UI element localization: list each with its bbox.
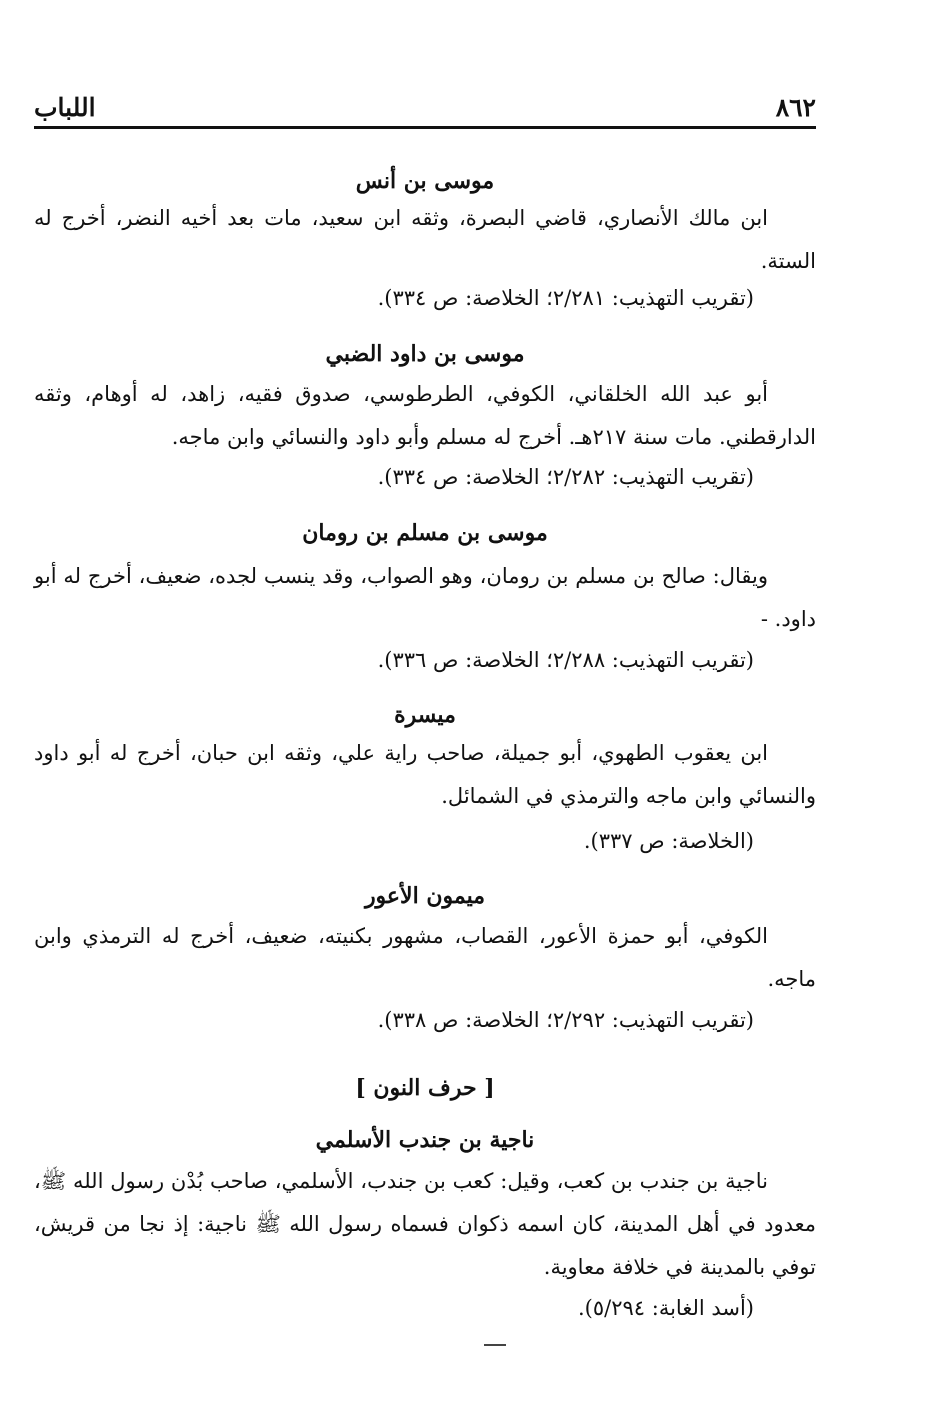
entry-text: أبو عبد الله الخلقاني، الكوفي، الطرطوسي، صدوق فقيه، زاهد، له أوهام، وثقه الدارقطني. مات سنة ٢١٧هـ. أخرج له مسلم وأبو داود والنسائي وابن ماجه. bbox=[34, 382, 816, 449]
section-heading: [ حرف النون ] bbox=[355, 1075, 495, 1101]
page-bottom-mark bbox=[484, 1344, 506, 1346]
entry-text: ابن مالك الأنصاري، قاضي البصرة، وثقه ابن سعيد، مات بعد أخيه النضر، أخرج له الستة. bbox=[34, 206, 816, 273]
entry-reference: (أسد الغابة: ٥/٢٩٤). bbox=[577, 1296, 754, 1320]
entry-reference: (تقريب التهذيب: ٢/٢٨٨؛ الخلاصة: ص ٣٣٦). bbox=[377, 648, 754, 672]
header-rule bbox=[34, 126, 816, 129]
entry-title: موسى بن أنس bbox=[355, 168, 495, 194]
entry-title: موسى بن داود الضبي bbox=[325, 341, 525, 367]
entry-text: الكوفي، أبو حمزة الأعور، القصاب، مشهور بكنيته، ضعيف، أخرج له الترمذي وابن ماجه. bbox=[34, 924, 816, 991]
page-number: ٨٦٢ bbox=[775, 93, 816, 122]
page-header bbox=[34, 86, 816, 122]
entry-reference: (تقريب التهذيب: ٢/٢٨١؛ الخلاصة: ص ٣٣٤). bbox=[377, 286, 754, 310]
entry-title: ناجية بن جندب الأسلمي bbox=[315, 1127, 535, 1153]
book-title: اللباب bbox=[34, 93, 96, 122]
entry-reference: (تقريب التهذيب: ٢/٢٩٢؛ الخلاصة: ص ٣٣٨). bbox=[377, 1008, 754, 1032]
entry-text: ابن يعقوب الطهوي، أبو جميلة، صاحب راية علي، وثقه ابن حبان، أخرج له أبو داود والنسائي وابن ماجه والترمذي في الشمائل. bbox=[34, 741, 816, 808]
entry-reference: (تقريب التهذيب: ٢/٢٨٢؛ الخلاصة: ص ٣٣٤). bbox=[377, 465, 754, 489]
entry-title: ميمون الأعور bbox=[364, 883, 486, 909]
document-page bbox=[34, 0, 816, 1408]
entry-text: ويقال: صالح بن مسلم بن رومان، وهو الصواب، وقد ينسب لجده، ضعيف، أخرج له أبو داود. - bbox=[34, 564, 816, 631]
entry-title: موسى بن مسلم بن رومان bbox=[302, 520, 548, 546]
entry-title: ميسرة bbox=[394, 702, 456, 728]
entry-text: ناجية بن جندب بن كعب، وقيل: كعب بن جندب، الأسلمي، صاحب بُدْن رسول الله ﷺ، معدود في أهل المدينة، كان اسمه ذكوان فسماه رسول الله ﷺ ناجية: إذ نجا من قريش، توفي بالمدينة في خلافة معاوية. bbox=[34, 1169, 816, 1279]
entry-reference: (الخلاصة: ص ٣٣٧). bbox=[583, 829, 754, 853]
